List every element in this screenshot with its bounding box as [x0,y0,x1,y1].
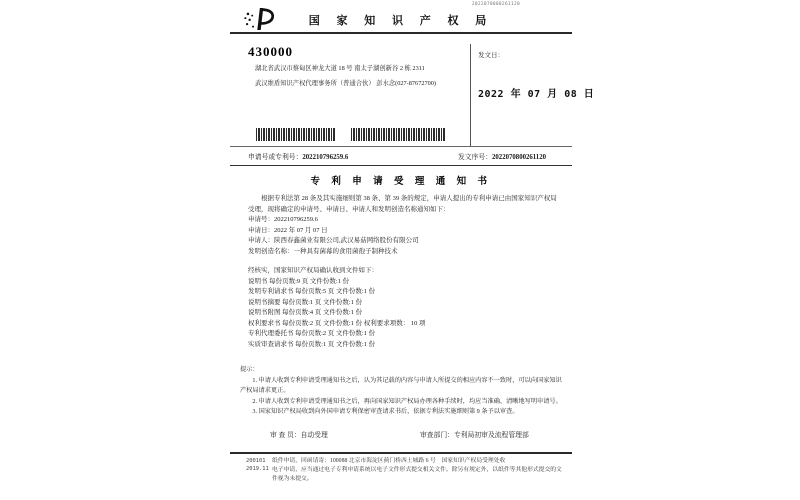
document [230,0,595,500]
examining-department [420,429,529,439]
dispatch-serial-label: 发文序号： [458,154,492,161]
examining-department-label: 审查部门： [420,432,454,439]
document-item: 说明书 每份页数:9 页 文件份数:1 份 [248,277,350,285]
reference-row [230,146,572,166]
footer-form-version: 2019.11 [246,466,269,473]
note-item: 3. 国家知识产权局收到向外国申请专利保密审查请求书后，依据专利法实施细则第 9 条予以审查。 [252,408,519,416]
agency-title: 国 家 知 识 产 权 局 [308,15,494,27]
recipient-address-line1: 湖北省武汉市蔡甸区神龙大道 18 号 南太子湖创新谷 2 栋 2311 [255,65,425,72]
document-item: 发明专利请求书 每份页数:5 页 文件份数:1 份 [248,288,376,296]
barcode-dispatch-serial [351,128,446,141]
dispatch-date-value: 2022 年 07 月 08 日 [478,89,595,100]
note-item: 2. 申请人收到专利申请受理通知书之后，再向国家知识产权局办理各种手续时，均应当准确、清晰地写明申请号。 [252,397,562,405]
document-footer [230,452,572,484]
dispatch-serial [458,151,546,161]
dispatch-serial-value: 2022070800261120 [492,154,546,161]
barcode-application-number [256,128,335,141]
examiner-value: 自动受理 [300,432,328,439]
note-item: 1. 申请人收到专利申请受理通知书之后，认为其记载的内容与申请人所提交的相应内容不一致时，可以向国家知识产权局请求更正。 [240,376,562,395]
received-documents [248,266,558,350]
upper-section [230,44,595,146]
application-number-value: 202210796259.6 [302,154,349,161]
dispatch-date-box [470,44,595,146]
recipient-address-line2: 武汉维盾知识产权代理事务所（普通合伙） 彭水念(027-87672700) [255,79,437,87]
dispatch-date-label: 发文日： [478,52,504,59]
document-item: 说明书摘要 每份页数:1 页 文件份数:1 份 [248,298,363,306]
field-application-number: 申请号：202210796259.6 [248,216,318,224]
document-item: 权利要求书 每份页数:2 页 文件份数:1 份 权利要求项数： 10 项 [248,319,426,327]
field-applicants: 申请人：陕西春鑫菌业有限公司,武汉易菇网络股份有限公司 [248,237,419,245]
footer-efiling-note: 电子申请，应当通过电子专利申请系统以电子文件形式提交相关文件。除另有规定外，以纸件等其他形式提交的文件视为未提交。 [272,466,562,482]
document-item: 说明书附图 每份页数:4 页 文件份数:1 份 [248,309,363,317]
notes-title: 提示： [240,366,259,374]
document-header [230,0,572,34]
received-documents-intro: 经核实，国家知识产权局确认收到文件如下： [248,267,378,275]
notes-section [230,365,572,418]
field-invention-title: 发明创造名称：一种具有菌幕的食用菌孢子制种技术 [248,247,398,255]
notice-intro: 根据专利法第 28 条及其实施细则第 38 条、第 39 条的规定，申请人提出的专利申请已由国家知识产权局受理，现将确定的申请号、申请日、申请人和发明创造名称通知如下： [248,195,557,213]
document-item: 实质审查请求书 每份页数:1 页 文件份数:1 份 [248,340,376,348]
application-number-label: 申请号或专利号： [248,154,303,161]
header-serial-code: 2022070800261120 [471,2,520,7]
notice-title: 专 利 申 请 受 理 通 知 书 [310,177,492,187]
footer-instructions [272,457,572,484]
field-application-date: 申请日：2022 年 07 月 07 日 [248,226,328,234]
footer-paper-filing-note: 纸件申请，回函请寄：100088 北京市海淀区蓟门桥西土城路 6 号 国家知识产权局受理处收 [272,458,506,464]
footer-form-code: 200101 [246,458,266,464]
application-number [248,151,348,161]
examiner-label: 审 查 员： [270,432,301,439]
footer-form-codes [230,457,272,484]
postal-code: 430000 [248,44,293,59]
document-item: 专利代理委托书 每份页数:2 页 文件份数:1 份 [248,330,376,338]
examiner [270,429,328,439]
notice-body [230,194,572,350]
examining-department-value: 专利局初审及流程管理部 [453,432,529,439]
